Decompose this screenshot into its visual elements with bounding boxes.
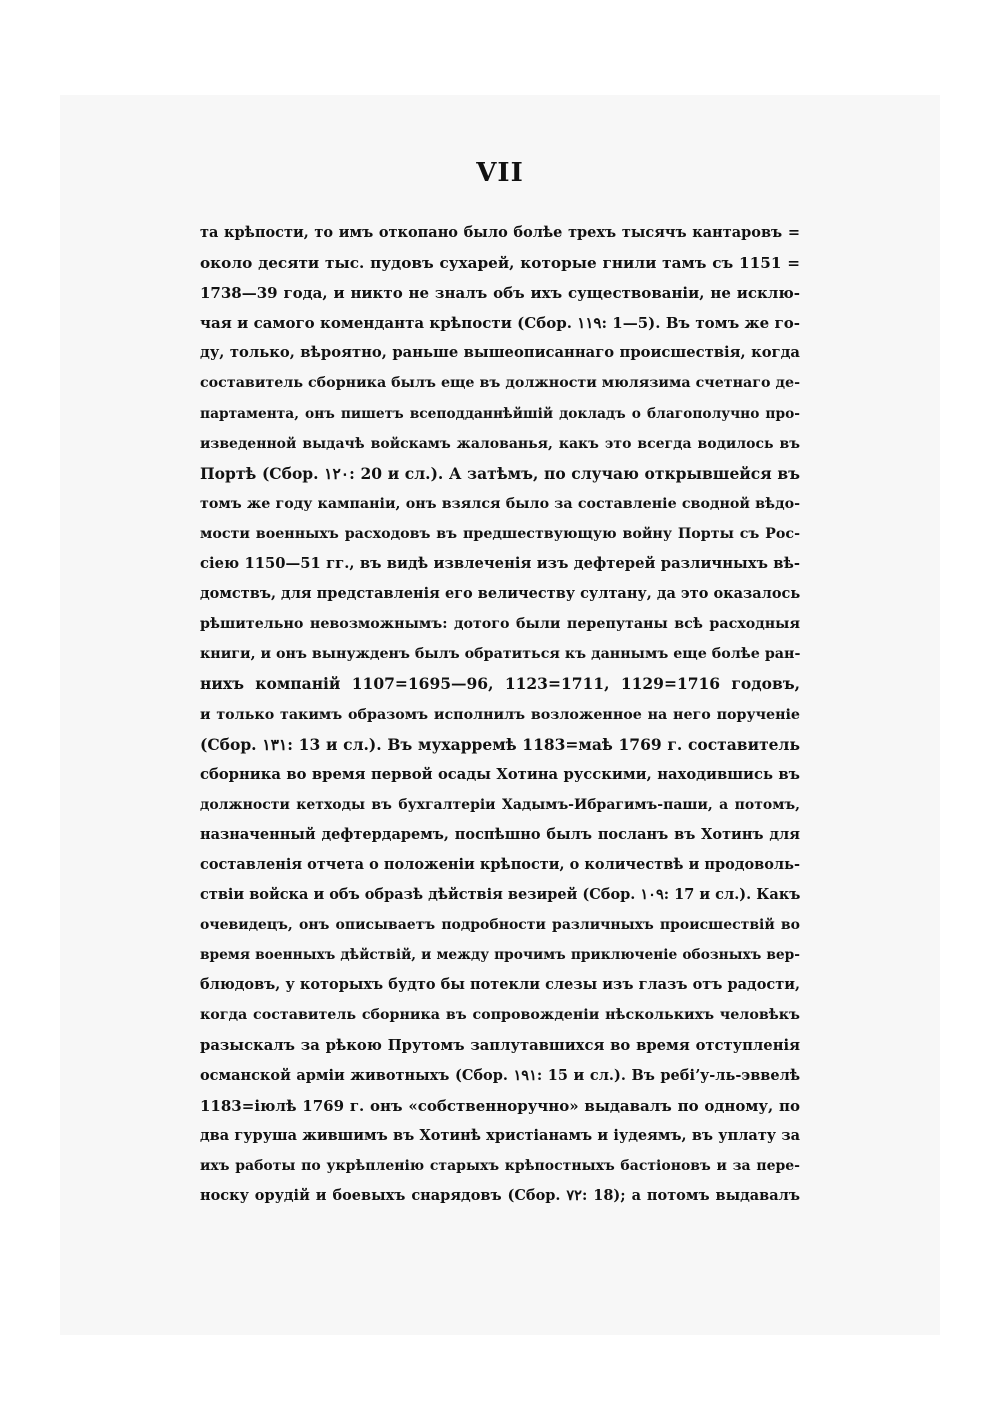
text-line: домствъ, для представленія его величеству султану, да это оказалось [200,585,800,603]
page-number: VII [476,158,524,188]
text-line: два гуруша жившимъ въ Хотинѣ христіанамъ и іудеямъ, въ уплату за [200,1126,800,1144]
text-line: ствіи войска и объ образѣ дѣйствія везирей (Сбор. ١٠٩: 17 и сл.). Какъ [200,886,800,904]
text-line: ду, только, вѣроятно, раньше вышеописаннаго происшествія, когда [200,344,800,362]
text-line: (Сбор. ١٣١: 13 и сл.). Въ мухарремѣ 1183=маѣ 1769 г. составитель [200,734,800,754]
text-line: рѣшительно невозможнымъ: дотого были перепутаны всѣ расходныя [200,616,800,633]
text-line: сіею 1150—51 гг., въ видѣ извлеченія изъ дефтерей различныхъ вѣ- [200,555,800,573]
text-line: нихъ компаній 1107=1695—96, 1123=1711, 1129=1716 годовъ, [200,674,800,694]
text-line: изведенной выдачѣ войскамъ жалованья, какъ это всегда водилось въ [200,435,800,452]
text-line: 1183=іюлѣ 1769 г. онъ «собственноручно» выдавалъ по одному, по [200,1096,800,1115]
text-line: сборника во время первой осады Хотина русскими, находившись въ [200,765,800,783]
text-line: и только такимъ образомъ исполнилъ возложенное на него порученіе [200,706,800,723]
text-line: 1738—39 года, и никто не зналъ объ ихъ существованіи, не исклю- [200,284,800,303]
text-line: около десяти тыс. пудовъ сухарей, которые гнили тамъ съ 1151 = [200,254,800,273]
text-line: назначенный дефтердаремъ, поспѣшно былъ посланъ въ Хотинъ для [200,825,800,843]
text-line: когда составитель сборника въ сопровожденіи нѣсколькихъ человѣкъ [200,1007,800,1024]
text-line: разыскалъ за рѣкою Прутомъ заплутавшихся во время отступленія [200,1036,800,1054]
text-line: партамента, онъ пишетъ всеподданнѣйшій докладъ о благополучно про- [200,405,800,422]
text-line: носку орудій и боевыхъ снарядовъ (Сбор. ٧٢: 18); а потомъ выдавалъ [200,1187,800,1204]
text-line: османской арміи животныхъ (Сбор. ١٩١: 15 и сл.). Въ ребіʼу-ль-эввелѣ [200,1066,800,1084]
text-line: должности кетходы въ бухгалтеріи Хадымъ-Ибрагимъ-паши, а потомъ, [200,796,800,813]
text-line: мости военныхъ расходовъ въ предшествующую войну Порты съ Рос- [200,525,800,542]
text-line: чая и самого коменданта крѣпости (Сбор. ١١٩: 1—5). Въ томъ же го- [200,314,800,333]
text-line: Портѣ (Сбор. ١٢٠: 20 и сл.). А затѣмъ, по случаю открывшейся въ [200,463,800,483]
text-line: книги, и онъ вынужденъ былъ обратиться къ даннымъ еще болѣе ран- [200,646,800,663]
text-line: та крѣпости, то имъ откопано было болѣе трехъ тысячъ кантаровъ = [200,224,800,241]
text-line: составитель сборника былъ еще въ должности мюлязима счетнаго де- [200,375,800,392]
text-line: томъ же году кампаніи, онъ взялся было за составленіе сводной вѣдо- [200,495,800,512]
body-text [200,218,800,1211]
text-line: очевидецъ, онъ описываетъ подробности различныхъ происшествій во [200,917,800,934]
text-line: ихъ работы по укрѣпленію старыхъ крѣпостныхъ бастіоновъ и за пере- [200,1157,800,1174]
text-line: блюдовъ, у которыхъ будто бы потекли слезы изъ глазъ отъ радости, [200,976,800,994]
text-line: время военныхъ дѣйствій, и между прочимъ приключеніе обозныхъ вер- [200,947,800,964]
text-line: составленія отчета о положеніи крѣпости, о количествѣ и продоволь- [200,855,800,873]
